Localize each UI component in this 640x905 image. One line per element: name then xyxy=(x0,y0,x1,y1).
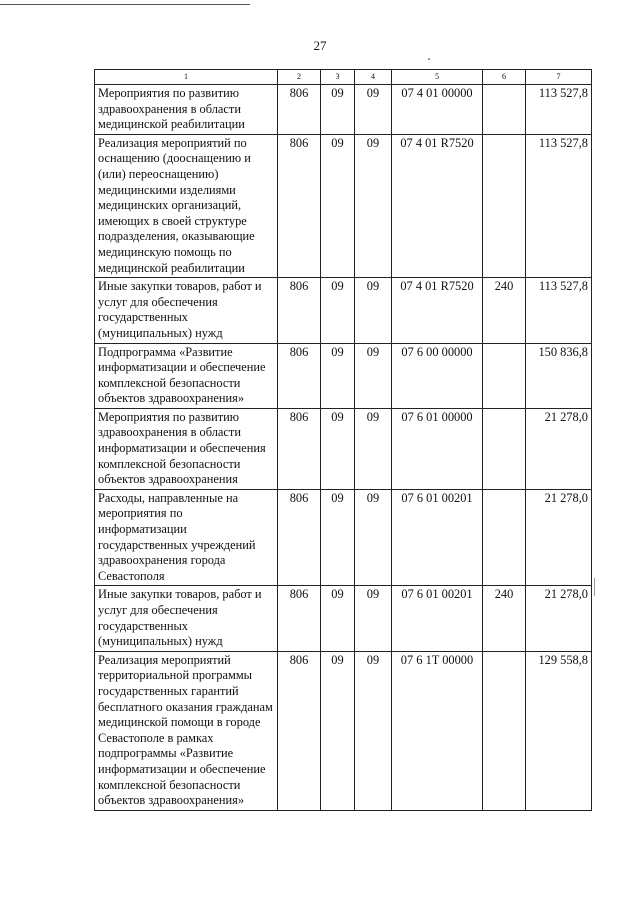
subsection-cell: 09 xyxy=(355,278,392,343)
table-row xyxy=(95,343,592,408)
item-name-cell: Реализация мероприятий территориальной программы государственных гарантий бесплатного оказания гражданам медицинской помощи в городе Севастополе в рамках подпрограммы «Развитие информатизации и обеспечение комплексной безопасности объектов здравоохранения» xyxy=(95,651,278,810)
table-row xyxy=(95,134,592,277)
header-cell: 7 xyxy=(526,70,592,85)
amount-cell: 150 836,8 xyxy=(526,343,592,408)
section-cell: 09 xyxy=(321,489,355,586)
header-cell: 2 xyxy=(278,70,321,85)
subsection-cell: 09 xyxy=(355,586,392,651)
budget-table xyxy=(94,69,592,811)
item-name-cell: Мероприятия по развитию здравоохранения в области информатизации и обеспечения комплексной безопасности объектов здравоохранения xyxy=(95,408,278,489)
expense-type-cell xyxy=(483,651,526,810)
page-number: 27 xyxy=(313,38,327,53)
expense-type-cell xyxy=(483,85,526,135)
expense-type-cell xyxy=(483,408,526,489)
scan-artifact xyxy=(428,58,430,60)
scan-artifact xyxy=(594,578,595,596)
header-cell: 3 xyxy=(321,70,355,85)
subsection-cell: 09 xyxy=(355,343,392,408)
amount-cell: 21 278,0 xyxy=(526,489,592,586)
section-cell: 09 xyxy=(321,85,355,135)
ministry-code-cell: 806 xyxy=(278,343,321,408)
table-row xyxy=(95,586,592,651)
ministry-code-cell: 806 xyxy=(278,651,321,810)
subsection-cell: 09 xyxy=(355,408,392,489)
header-cell: 1 xyxy=(95,70,278,85)
item-name-cell: Подпрограмма «Развитие информатизации и обеспечение комплексной безопасности объектов здравоохранения» xyxy=(95,343,278,408)
header-row xyxy=(95,70,592,85)
header-cell: 5 xyxy=(392,70,483,85)
target-article-cell: 07 4 01 R7520 xyxy=(392,278,483,343)
table-row xyxy=(95,278,592,343)
amount-cell: 21 278,0 xyxy=(526,586,592,651)
section-cell: 09 xyxy=(321,278,355,343)
target-article-cell: 07 4 01 00000 xyxy=(392,85,483,135)
amount-cell: 113 527,8 xyxy=(526,278,592,343)
ministry-code-cell: 806 xyxy=(278,278,321,343)
target-article-cell: 07 4 01 R7520 xyxy=(392,134,483,277)
ministry-code-cell: 806 xyxy=(278,134,321,277)
ministry-code-cell: 806 xyxy=(278,489,321,586)
target-article-cell: 07 6 1T 00000 xyxy=(392,651,483,810)
item-name-cell: Иные закупки товаров, работ и услуг для обеспечения государственных (муниципальных) нужд xyxy=(95,278,278,343)
target-article-cell: 07 6 01 00000 xyxy=(392,408,483,489)
table-row xyxy=(95,408,592,489)
item-name-cell: Расходы, направленные на мероприятия по информатизации государственных учреждений здравоохранения города Севастополя xyxy=(95,489,278,586)
subsection-cell: 09 xyxy=(355,651,392,810)
header-cell: 4 xyxy=(355,70,392,85)
subsection-cell: 09 xyxy=(355,134,392,277)
amount-cell: 129 558,8 xyxy=(526,651,592,810)
top-rule xyxy=(0,4,250,5)
header-cell: 6 xyxy=(483,70,526,85)
item-name-cell: Реализация мероприятий по оснащению (дооснащению и (или) переоснащению) медицинскими изделиями медицинских организаций, имеющих в своей структуре подразделения, оказывающие медицинскую помощь по медицинской реабилитации xyxy=(95,134,278,277)
table-row xyxy=(95,651,592,810)
section-cell: 09 xyxy=(321,408,355,489)
expense-type-cell: 240 xyxy=(483,586,526,651)
ministry-code-cell: 806 xyxy=(278,85,321,135)
table-row xyxy=(95,489,592,586)
amount-cell: 21 278,0 xyxy=(526,408,592,489)
section-cell: 09 xyxy=(321,586,355,651)
amount-cell: 113 527,8 xyxy=(526,134,592,277)
expense-type-cell: 240 xyxy=(483,278,526,343)
ministry-code-cell: 806 xyxy=(278,408,321,489)
target-article-cell: 07 6 00 00000 xyxy=(392,343,483,408)
section-cell: 09 xyxy=(321,343,355,408)
expense-type-cell xyxy=(483,134,526,277)
amount-cell: 113 527,8 xyxy=(526,85,592,135)
subsection-cell: 09 xyxy=(355,489,392,586)
expense-type-cell xyxy=(483,489,526,586)
table-row xyxy=(95,85,592,135)
section-cell: 09 xyxy=(321,651,355,810)
item-name-cell: Иные закупки товаров, работ и услуг для обеспечения государственных (муниципальных) нужд xyxy=(95,586,278,651)
item-name-cell: Мероприятия по развитию здравоохранения в области медицинской реабилитации xyxy=(95,85,278,135)
section-cell: 09 xyxy=(321,134,355,277)
expense-type-cell xyxy=(483,343,526,408)
subsection-cell: 09 xyxy=(355,85,392,135)
target-article-cell: 07 6 01 00201 xyxy=(392,586,483,651)
target-article-cell: 07 6 01 00201 xyxy=(392,489,483,586)
ministry-code-cell: 806 xyxy=(278,586,321,651)
